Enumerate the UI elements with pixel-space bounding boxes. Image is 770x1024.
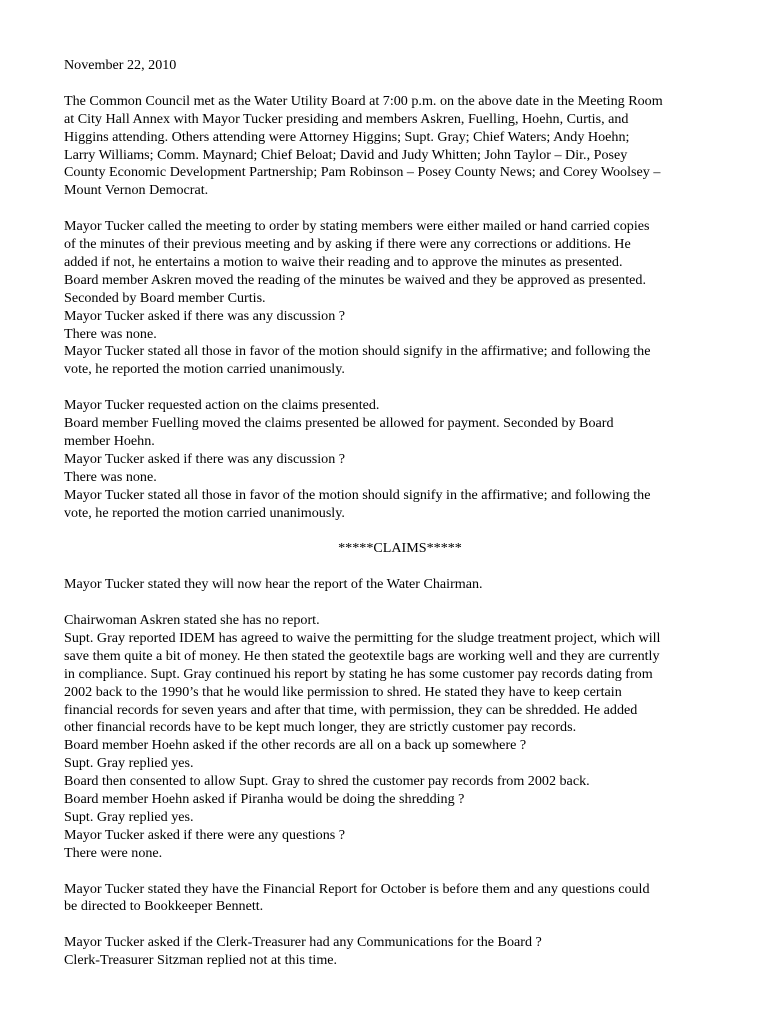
text-line: Board member Askren moved the reading of the minutes be waived and they be approved as presented. [64,271,646,288]
text-line: Clerk-Treasurer Sitzman replied not at this time. [64,952,338,969]
text-line: Mount Vernon Democrat. [64,182,209,199]
text-line: The Common Council met as the Water Utility Board at 7:00 p.m. on the above date in the Meeting Room [64,92,663,109]
text-line: Mayor Tucker asked if the Clerk-Treasurer had any Communications for the Board ? [64,934,542,951]
text-line: Board member Hoehn asked if Piranha would be doing the shredding ? [64,791,465,808]
text-line: Chairwoman Askren stated she has no report. [64,612,320,628]
text-line: Mayor Tucker requested action on the claims presented. [64,397,380,414]
text-line: Mayor Tucker called the meeting to order by stating members were either mailed or hand carried copies [64,218,650,235]
text-line: There were none. [64,844,163,861]
text-line: Mayor Tucker stated all those in favor of the motion should signify in the affirmative; and following the [64,486,651,503]
text-line: Board member Fuelling moved the claims presented be allowed for payment. Seconded by Board [64,415,614,432]
text-line: Mayor Tucker asked if there was any discussion ? [64,450,346,467]
text-line: Higgins attending. Others attending were Attorney Higgins; Supt. Gray; Chief Waters; Andy Hoehn; [64,128,630,145]
text-line: Board member Hoehn asked if the other records are all on a back up somewhere ? [64,737,527,754]
claims-heading [64,540,714,558]
text-line: financial records for seven years and after that time, with permission, they can be shredded. He added [64,701,638,718]
text-line: at City Hall Annex with Mayor Tucker presiding and members Askren, Fuelling, Hoehn, Curtis, and [64,110,629,127]
text-line: Board then consented to allow Supt. Gray to shred the customer pay records from 2002 back. [64,773,590,790]
meeting-date [64,57,714,75]
text-line: save them quite a bit of money. He then stated the geotextile bags are working well and they are currently [64,647,660,664]
text-line: added if not, he entertains a motion to waive their reading and to approve the minutes as presented. [64,253,623,270]
text-line: Mayor Tucker asked if there was any discussion ? [64,307,346,324]
report-paragraph [64,612,714,863]
minutes-paragraph [64,218,714,379]
text-line: Mayor Tucker stated they will now hear the report of the Water Chairman. [64,576,483,593]
text-line: vote, he reported the motion carried unanimously. [64,504,345,521]
claims-paragraph [64,397,714,522]
text-line: Supt. Gray replied yes. [64,755,194,772]
text-line: Mayor Tucker stated they have the Financial Report for October is before them and any questions could [64,880,650,897]
text-line: Larry Williams; Comm. Maynard; Chief Beloat; David and Judy Whitten; John Taylor – Dir., Posey [64,146,628,163]
water-chairman-paragraph [64,576,714,594]
text-line: in compliance. Supt. Gray continued his report by stating he has some customer pay records dating from [64,665,653,682]
text-line: other financial records have to be kept much longer, they are strictly customer pay records. [64,719,577,736]
date-line: November 22, 2010 [64,57,177,73]
text-line: vote, he reported the motion carried unanimously. [64,361,345,378]
text-line: There was none. [64,325,157,342]
text-line: 2002 back to the 1990’s that he would like permission to shred. He stated they have to keep certain [64,683,622,700]
text-line: Supt. Gray reported IDEM has agreed to waive the permitting for the sludge treatment project, which will [64,629,661,646]
communications-paragraph [64,934,714,970]
text-line: County Economic Development Partnership; Pam Robinson – Posey County News; and Corey Woolsey – [64,164,661,181]
text-line: There was none. [64,468,157,485]
attendance-paragraph [64,93,714,200]
text-line: Seconded by Board member Curtis. [64,289,266,306]
text-line: of the minutes of their previous meeting and by asking if there were any corrections or additions. He [64,236,631,253]
document-page [64,57,714,988]
text-line: be directed to Bookkeeper Bennett. [64,898,264,915]
claims-heading-text: *****CLAIMS***** [338,540,462,557]
text-line: Mayor Tucker stated all those in favor of the motion should signify in the affirmative; and following the [64,343,651,360]
text-line: member Hoehn. [64,432,155,449]
financial-report-paragraph [64,881,714,917]
text-line: Mayor Tucker asked if there were any questions ? [64,826,346,843]
text-line: Supt. Gray replied yes. [64,808,194,825]
